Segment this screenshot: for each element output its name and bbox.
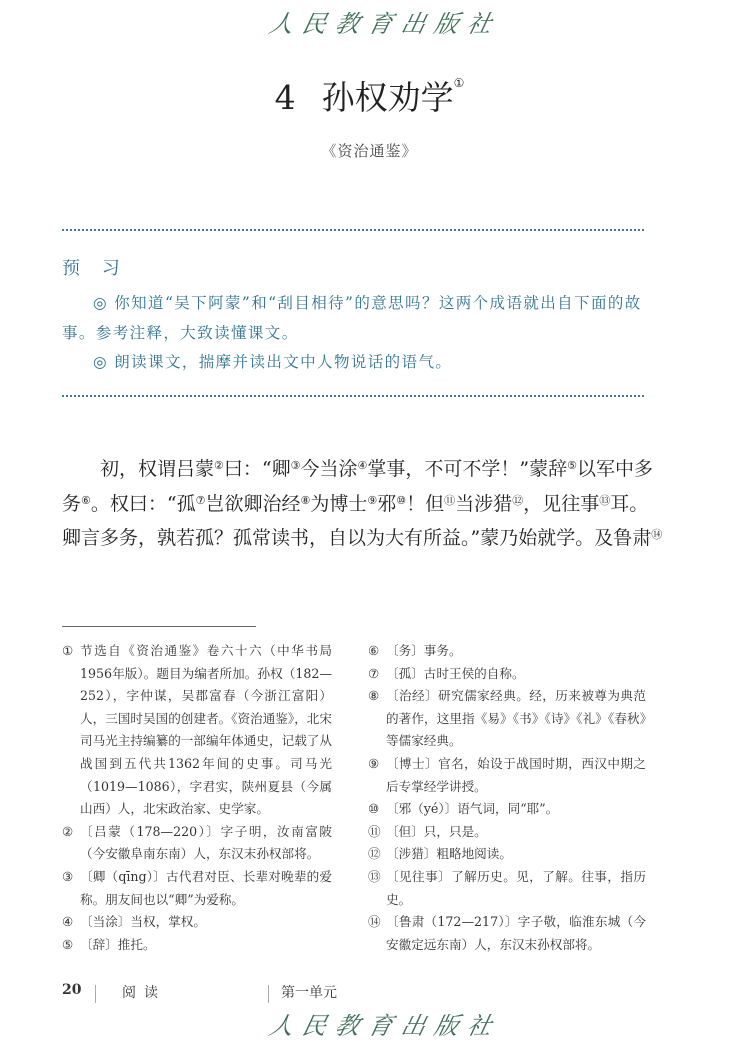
lesson-source: 《资治通鉴》 [321,142,418,160]
footer-unit: 第一单元 [281,985,337,1001]
footnote [62,866,332,911]
footnote-number: ③ [62,868,74,884]
preview-item: ◎ 你知道“吴下阿蒙”和“刮目相待”的意思吗？这两个成语就出自下面的故事。参考注释，大致读懂课文。 [62,294,642,342]
text-line [62,452,653,487]
text-segment: 耳。 [610,492,649,515]
preview-heading: 预 习 [62,258,128,279]
footnote-number: ⑧ [368,688,380,704]
footnote-text: 〔见往事〕了解历史。见，了解。往事，指历史。 [386,868,646,907]
footnote [368,663,646,686]
divider-dotted-bottom [62,395,644,397]
footnote-marker[interactable]: ⑭ [651,528,663,541]
footnote-number: ④ [62,914,74,930]
footnote [368,821,646,844]
text-segment: 务 [62,492,82,515]
footnote-number: ⑬ [368,868,381,884]
footnote-text: 〔邪（yé）〕语气词，同“耶”。 [386,801,559,817]
footnote-text: 〔辞〕推托。 [80,936,156,952]
footnote-marker[interactable]: ⑥ [81,493,91,507]
title-footnote-marker[interactable]: ① [453,76,465,90]
footnote [368,640,646,663]
text-segment: 以军中多 [576,458,653,480]
footnote-number: ② [62,823,74,839]
footnote-number: ⑫ [368,846,381,862]
text-segment: 卿言多务，孰若孤？孤常读书，自以为大有所益。”蒙乃始就学。及鲁肃 [62,527,652,549]
footnote-number: ① [62,643,74,658]
divider-dotted-top [62,229,644,231]
publisher-logo-top: 人民教育出版社 [266,10,504,38]
footnote-text: 节选自《资治通鉴》卷六十六（中华书局1956年版）。题目为编者所加。孙权（182—252），字仲谋，吴郡富春（今浙江富阳）人，三国时吴国的创建者。《资治通鉴》，北宋司马光主持编纂的一部编年体通史，记载了从战国到五代共1362年间的史事。司马光（1019—1086），字君实，陕州夏县（今属山西）人，北宋政治家、史学家。 [80,643,332,817]
footnote-marker[interactable]: ⑩ [396,493,407,507]
footer-section: 阅读 [122,985,166,1001]
footnote-marker[interactable]: ② [214,459,224,472]
footnotes-right [368,640,646,956]
footnote-number: ⑥ [368,643,380,658]
footnote-text: 〔但〕只，只是。 [386,823,487,839]
text-segment: 掌事，不可不学！”蒙辞 [367,458,568,480]
text-segment: ！但 [406,492,445,515]
footnote [368,798,646,821]
lesson-number: 4 [274,78,296,117]
preview-section [62,254,646,378]
lesson-title [0,72,739,119]
footnote-text: 〔鲁肃（172—217）〕字子敬，临淮东城（今安徽定远东南）人，东汉末孙权部将。 [386,914,646,952]
footnote-marker[interactable]: ④ [357,459,368,472]
footnote-text: 〔吕蒙（178—220）〕字子明，汝南富陂（今安徽阜南东南）人，东汉末孙权部将。 [80,823,332,862]
footnote-rule [62,626,256,627]
footnote-marker[interactable]: ⑨ [367,493,378,507]
text-segment: 为博士 [310,492,368,515]
text-segment: 岂欲卿治经 [205,492,301,515]
footnote-marker[interactable]: ⑧ [300,493,311,507]
lesson-title-text: 孙权劝学 [321,78,454,117]
text-segment: 。权曰：“孤 [90,492,196,515]
main-text [62,452,663,556]
footnote [62,640,332,821]
footnote-number: ⑩ [368,801,380,817]
footnote-marker[interactable]: ⑪ [444,493,456,507]
footnote [368,753,646,798]
page-number: 20 [62,982,82,998]
footnote-marker[interactable]: ⑦ [195,493,206,507]
footnote [368,685,646,753]
footnote-text: 〔孤〕古时王侯的自称。 [386,665,525,681]
text-segment: 邪 [377,492,397,515]
footnote [62,821,332,866]
footnote-text: 〔当涂〕当权，掌权。 [80,914,206,930]
footnote-marker[interactable]: ⑫ [512,493,524,507]
footnotes-left [62,640,332,956]
footnote-text: 〔务〕事务。 [386,643,462,658]
text-segment: 曰：“卿 [223,458,291,480]
footnote [368,843,646,866]
publisher-logo-bottom: 人民教育出版社 [266,1012,504,1040]
footnote [62,934,332,957]
footnote-text: 〔卿（qīng）〕古代君对臣、长辈对晚辈的爱称。朋友间也以“卿”为爱称。 [80,868,332,907]
footnote-number: ⑦ [368,665,380,681]
footnote-number: ⑤ [62,936,74,952]
footnote-number: ⑪ [368,823,381,839]
footer-divider [95,985,96,1003]
footnote-marker[interactable]: ⑬ [599,493,611,507]
footnote-text: 〔博士〕官名，始设于战国时期，西汉中期之后专掌经学讲授。 [386,755,646,794]
footnote-marker[interactable]: ③ [290,459,301,472]
footnote-marker[interactable]: ⑤ [567,459,577,472]
footnote [62,911,332,934]
preview-item: ◎ 朗读课文，揣摩并读出文中人物说话的语气。 [93,353,453,371]
text-segment: ，见往事 [523,492,600,515]
footnote [368,866,646,911]
footnote [368,911,646,956]
footnote-number: ⑨ [368,755,380,771]
text-segment: 当涉猎 [455,492,513,515]
text-segment: 初，权谓吕蒙 [100,458,215,480]
text-segment: 今当涂 [300,458,358,480]
footer-divider [268,985,269,1003]
text-line [62,521,663,556]
footnote-text: 〔涉猎〕粗略地阅读。 [386,846,512,862]
footnote-text: 〔治经〕研究儒家经典。经，历来被尊为典范的著作，这里指《易》《书》《诗》《礼》《春秋》等儒家经典。 [386,688,646,749]
text-line [62,487,649,522]
footnote-number: ⑭ [368,914,381,930]
